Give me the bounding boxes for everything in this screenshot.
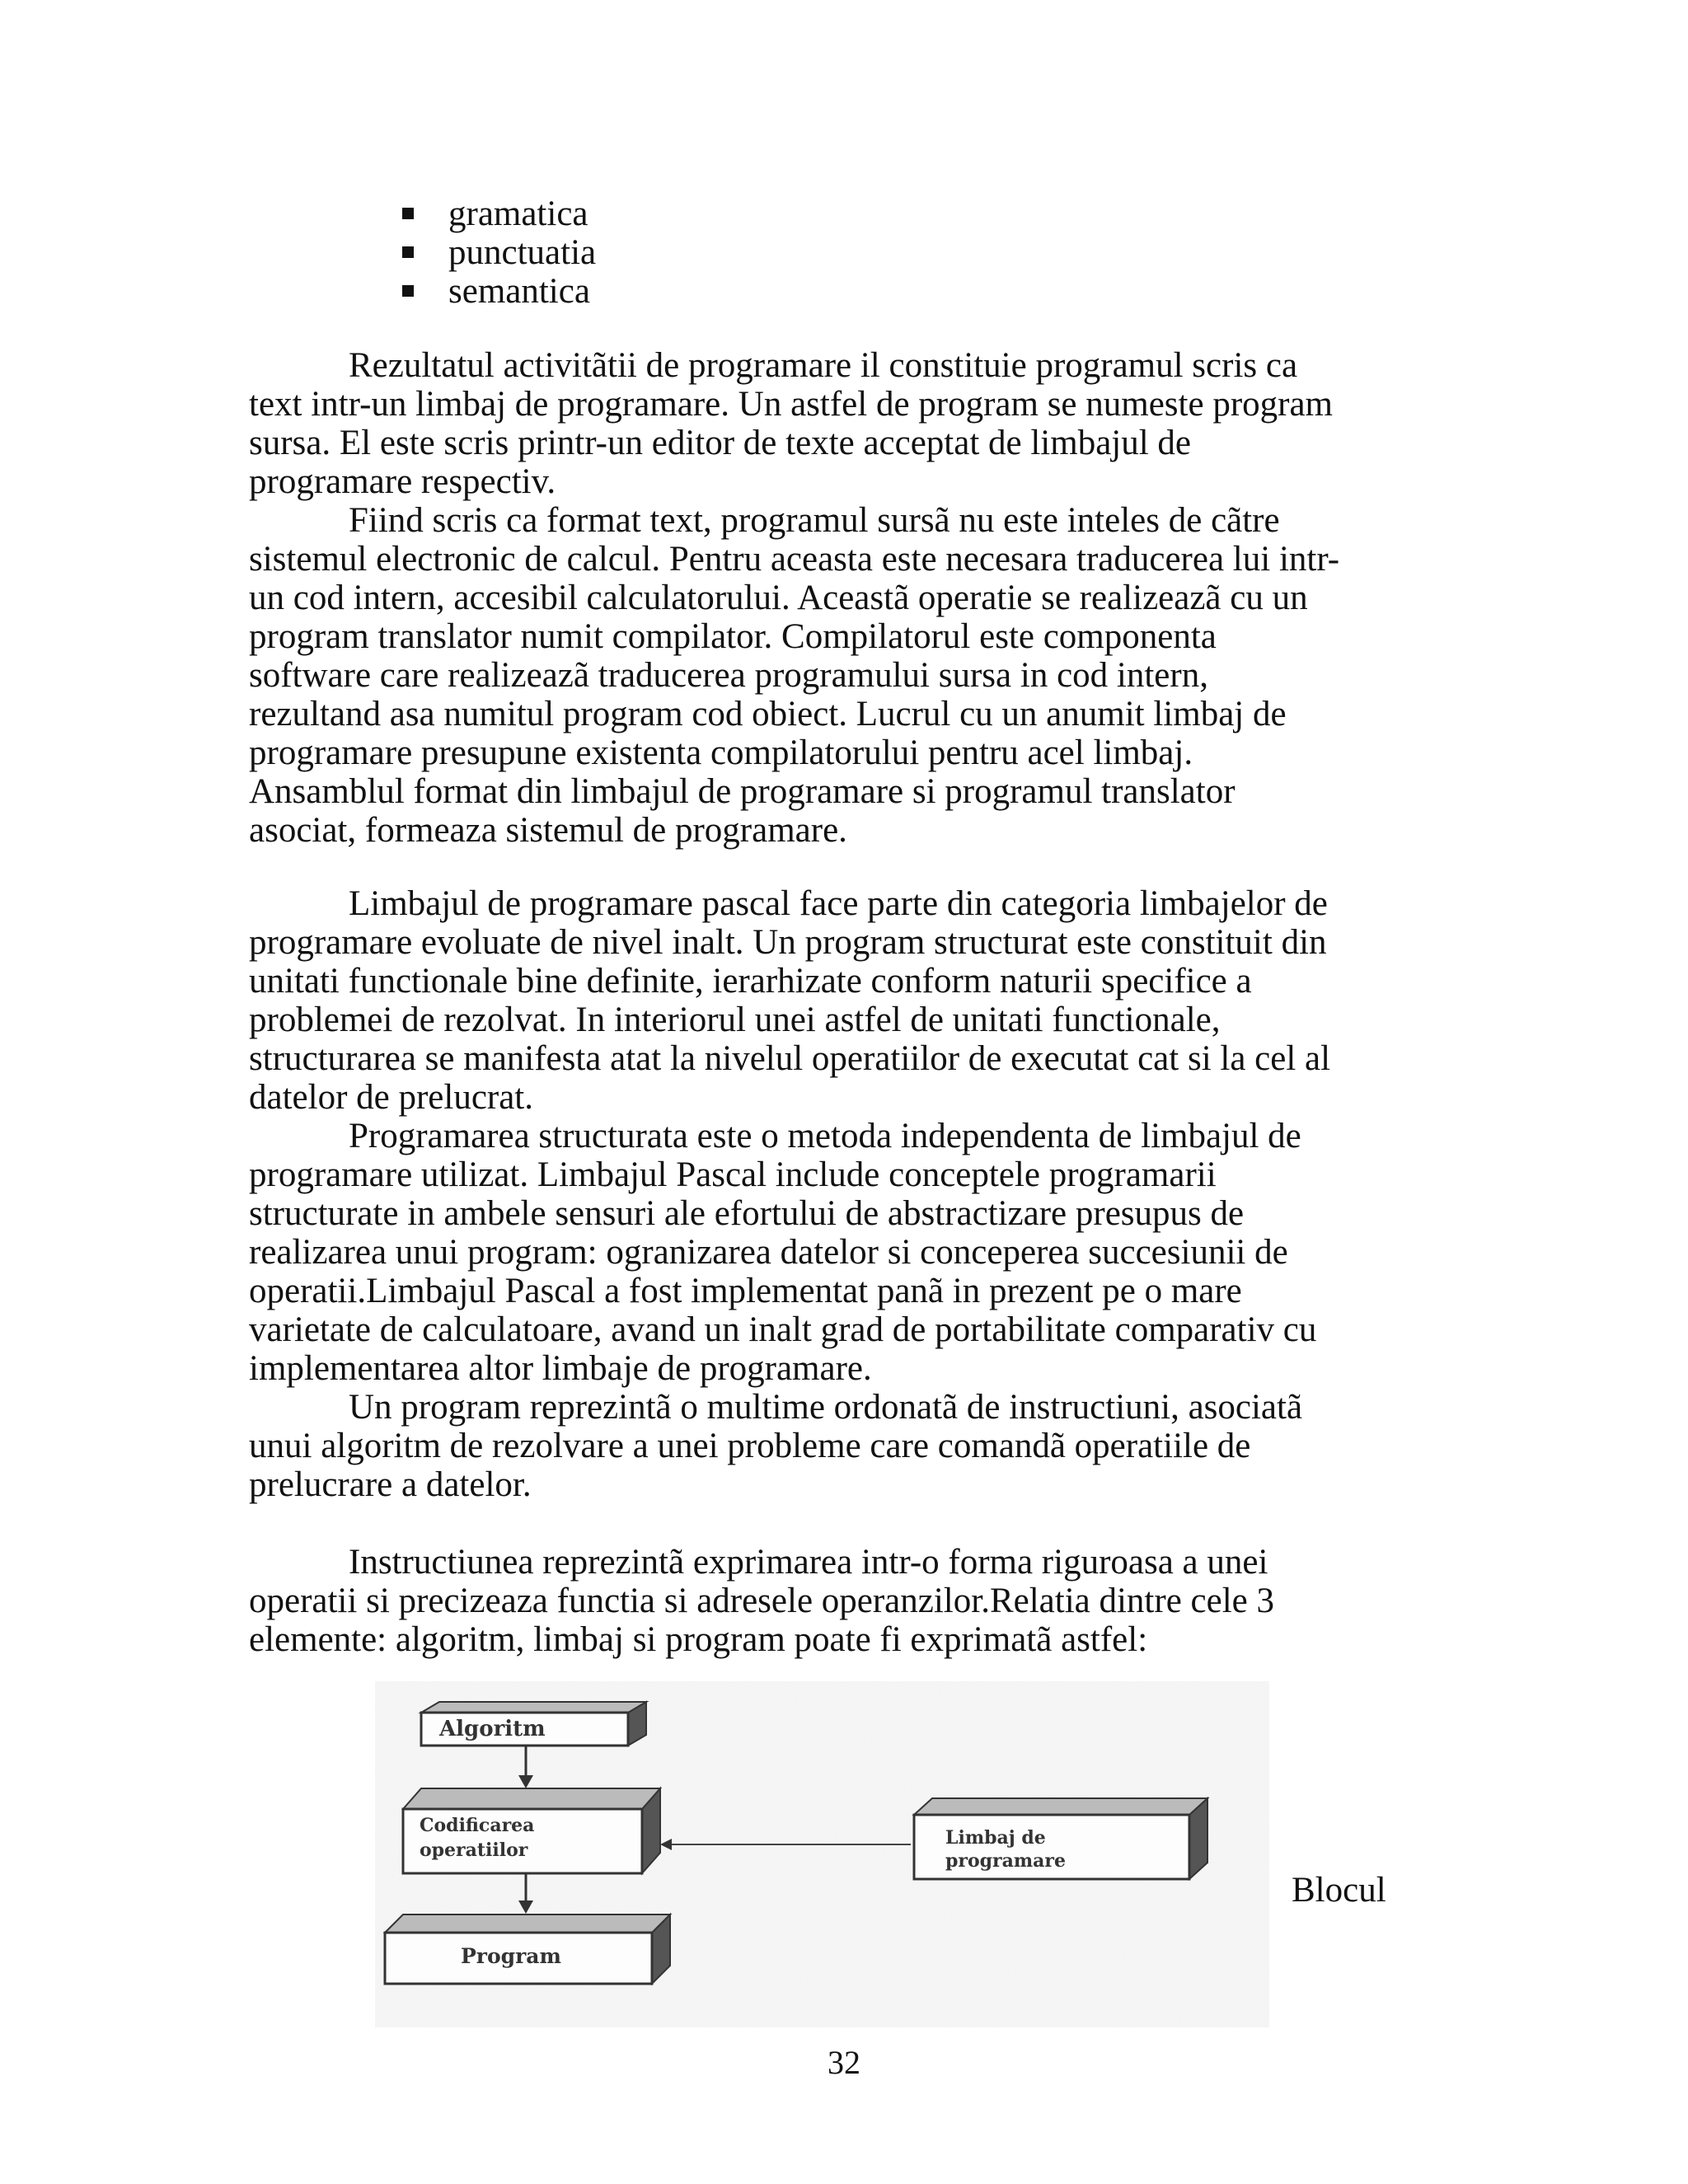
program-label: Program <box>461 1944 561 1968</box>
list-item: semantica <box>399 272 596 311</box>
paragraph-limbajul-pascal: Limbajul de programare pascal face parte din categoria limbajelor de programare evoluate de nivel inalt. Un program structurat este constituit din unitati functionale bine definite, ierarhizate conform naturii specifice a problemei de rezolvat. In interiorul unei astfel de unitati functionale, structurarea se manifesta atat la nivelul operatiilor de executat cat si la cel al datelor de prelucrat. <box>249 884 1331 1117</box>
list-item: punctuatia <box>399 233 596 272</box>
programare-label: programare <box>945 1850 1066 1872</box>
flow-diagram <box>375 1681 1269 2027</box>
paragraph-program-definitie: Un program reprezintã o multime ordonatã de instructiuni, asociatã unui algoritm de rezolvare a unei probleme care comandã operatiile de prelucrare a datelor. <box>249 1388 1303 1504</box>
square-bullet-icon <box>402 285 414 297</box>
square-bullet-icon <box>402 208 414 219</box>
page-number: 32 <box>828 2044 860 2081</box>
paragraph-compilator: Fiind scris ca format text, programul sursã nu este inteles de cãtre sistemul electronic de calcul. Pentru aceasta este necesara traducerea lui intr- un cod intern, accesibil calculatorului. Aceastã operatie se realizeazã cu un program translator numit compilator. Compilatorul este componenta software care realizeazã traducerea programului sursa in cod intern, rezultand asa numitul program cod obiect. Lucrul cu un anumit limbaj de programare presupune existenta compilatorului pentru acel limbaj. Ansamblul format din limbajul de programare si programul translator asociat, formeaza sistemul de programare. <box>249 501 1340 850</box>
paragraph-program-sursa: Rezultatul activitãtii de programare il constituie programul scris ca text intr-un limbaj de programare. Un astfel de program se numeste program sursa. El este scris printr-un editor de texte acceptat de limbajul de programare respectiv. <box>249 346 1333 501</box>
limbaj-label: Limbaj de <box>945 1827 1046 1849</box>
square-bullet-icon <box>402 246 414 258</box>
list-item: gramatica <box>399 194 596 233</box>
paragraph-instructiunea: Instructiunea reprezintã exprimarea intr-o forma riguroasa a unei operatii si precizeaza functia si adresele operanzilor.Relatia dintre cele 3 elemente: algoritm, limbaj si program poate fi exprimatã astfel: <box>249 1543 1274 1659</box>
bullet-list <box>399 194 596 311</box>
paragraph-programarea-structurata: Programarea structurata este o metoda independenta de limbajul de programare utilizat. Limbajul Pascal include conceptele programarii structurate in ambele sensuri ale efortului de abstractizare presupus de realizarea unui program: ogranizarea datelor si conceperea succesiunii de operatii.Limbajul Pascal a fost implementat panã in prezent pe o mare varietate de calculatoare, avand un inalt grad de portabilitate comparativ cu implementarea altor limbaje de programare. <box>249 1117 1317 1388</box>
codificarea-label: Codificarea <box>420 1815 535 1836</box>
algoritm-label: Algoritm <box>439 1717 546 1741</box>
operatiilor-label: operatiilor <box>420 1840 528 1861</box>
trailing-text: Blocul <box>1292 1871 1386 1910</box>
